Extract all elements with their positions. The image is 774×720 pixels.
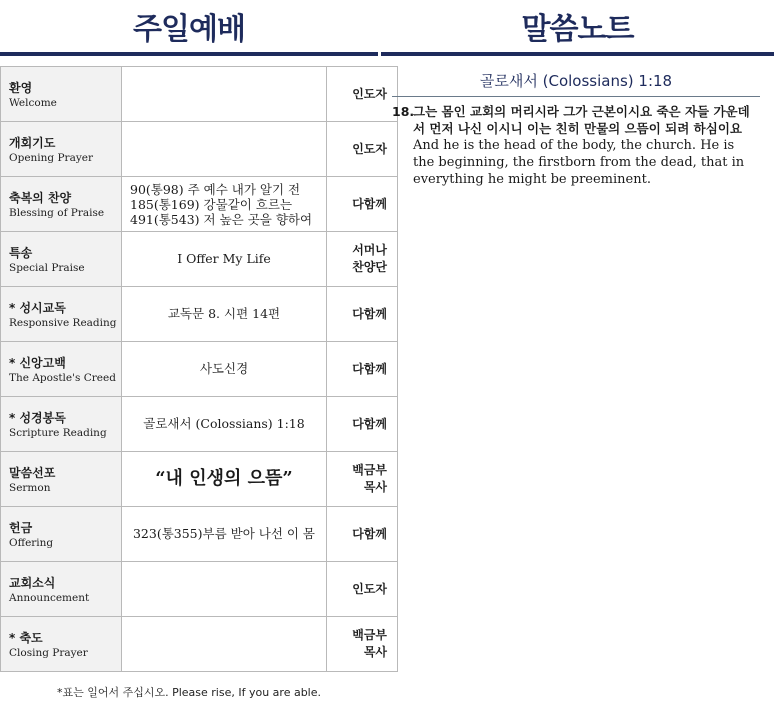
order-item-content: 교독문 8. 시편 14편	[122, 287, 327, 342]
hymn-item: 90(통98) 주 예수 내가 알기 전	[130, 181, 301, 197]
order-item-name: 헌금 Offering	[1, 507, 122, 562]
verse-korean: 그는 몸인 교회의 머리시라 그가 근본이시요 죽은 자들 가운데서 먼저 나신 이시니 이는 친히 만물의 으뜸이 되려 하심이요	[413, 104, 750, 136]
order-item-leader: 백금부 목사	[327, 452, 398, 507]
header-divider-left	[0, 52, 378, 56]
hymn-item: 185(통169) 강물같이 흐르는	[130, 196, 293, 212]
order-item-content	[122, 122, 327, 177]
sermon-notes-header: 말씀노트	[521, 12, 634, 47]
verse-block	[392, 104, 752, 188]
order-item-name: 특송 Special Praise	[1, 232, 122, 287]
order-row-closing-prayer	[1, 617, 398, 672]
order-row-offering	[1, 507, 398, 562]
order-item-name: * 성시교독 Responsive Reading	[1, 287, 122, 342]
order-item-leader: 다함께	[327, 507, 398, 562]
order-row-apostles-creed	[1, 342, 398, 397]
hymn-item: 491(통543) 저 높은 곳을 향하여	[130, 211, 313, 227]
order-row-scripture-reading	[1, 397, 398, 452]
order-item-leader: 인도자	[327, 67, 398, 122]
worship-order-table	[0, 66, 398, 672]
order-row-welcome	[1, 67, 398, 122]
order-item-name: 축복의 찬양 Blessing of Praise	[1, 177, 122, 232]
worship-order-header: 주일예배	[133, 12, 245, 47]
order-row-announcement	[1, 562, 398, 617]
stand-footnote: *표는 일어서 주십시오. Please rise, If you are able.	[56, 686, 322, 699]
order-row-opening-prayer	[1, 122, 398, 177]
order-item-leader: 다함께	[327, 397, 398, 452]
order-item-name: 말씀선포 Sermon	[1, 452, 122, 507]
order-item-leader: 백금부 목사	[327, 617, 398, 672]
sermon-title: “내 인생의 으뜸”	[122, 452, 327, 507]
order-item-leader: 인도자	[327, 562, 398, 617]
scripture-reference: 골로새서 (Colossians) 1:18	[479, 72, 673, 90]
order-item-leader: 다함께	[327, 342, 398, 397]
order-item-content: 사도신경	[122, 342, 327, 397]
header-divider-right	[381, 52, 774, 56]
order-item-leader: 인도자	[327, 122, 398, 177]
order-row-blessing-of-praise	[1, 177, 398, 232]
order-item-content	[122, 617, 327, 672]
order-item-leader: 다함께	[327, 287, 398, 342]
order-row-special-praise	[1, 232, 398, 287]
verse-english: And he is the head of the body, the church. He is the beginning, the firstborn from the dead, that in everything he might be preeminent.	[413, 138, 745, 187]
order-item-content: 323(통355)부름 받아 나선 이 몸	[122, 507, 327, 562]
notes-divider	[392, 96, 760, 97]
verse-number: 18.	[392, 104, 415, 119]
order-row-sermon	[1, 452, 398, 507]
order-row-responsive-reading	[1, 287, 398, 342]
order-item-content: I Offer My Life	[122, 232, 327, 287]
order-item-content	[122, 67, 327, 122]
order-item-leader: 다함께	[327, 177, 398, 232]
hymn-list	[122, 177, 327, 232]
order-item-name: * 축도 Closing Prayer	[1, 617, 122, 672]
order-item-content: 골로새서 (Colossians) 1:18	[122, 397, 327, 452]
order-item-name: 환영 Welcome	[1, 67, 122, 122]
order-item-name: 개회기도 Opening Prayer	[1, 122, 122, 177]
order-item-name: * 성경봉독 Scripture Reading	[1, 397, 122, 452]
order-item-name: * 신앙고백 The Apostle's Creed	[1, 342, 122, 397]
order-item-name: 교회소식 Announcement	[1, 562, 122, 617]
order-item-leader: 서머나 찬양단	[327, 232, 398, 287]
order-item-content	[122, 562, 327, 617]
